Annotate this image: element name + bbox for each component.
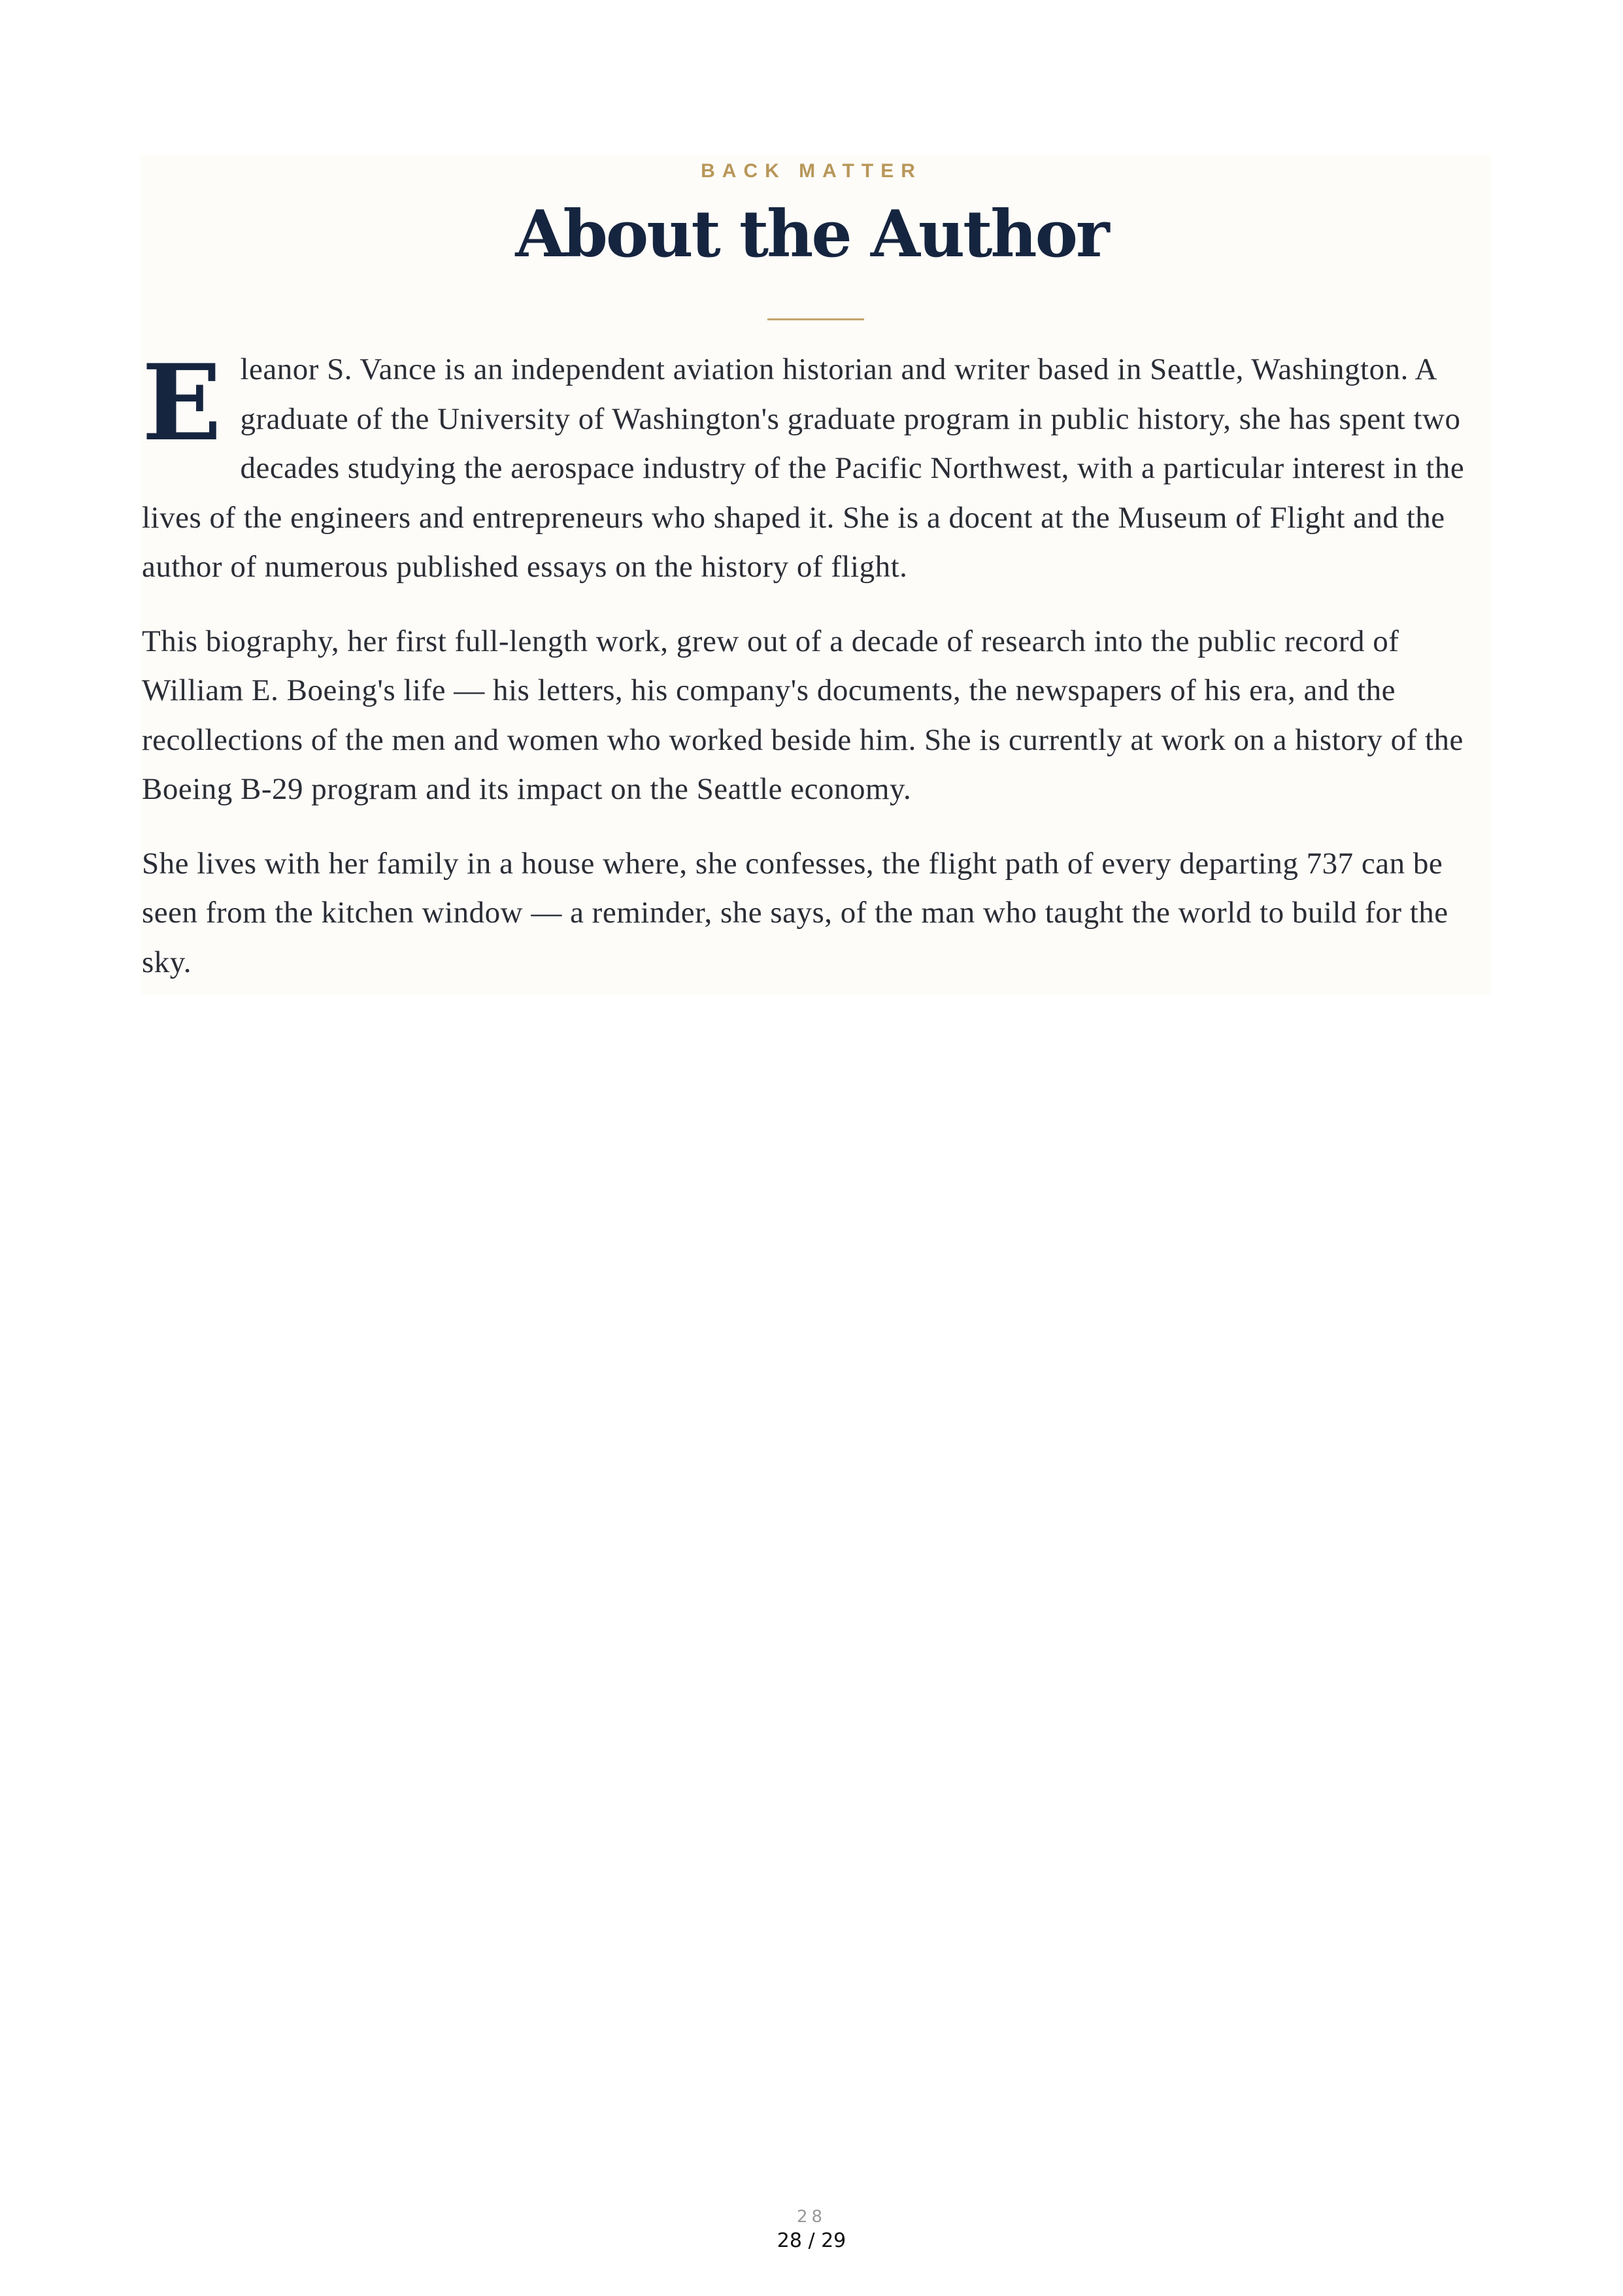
page-title: About the Author: [515, 197, 1108, 272]
drop-cap: E: [142, 341, 222, 464]
title-divider: [767, 318, 864, 320]
section-label: BACK MATTER: [701, 160, 922, 182]
author-bio: [142, 341, 1495, 1012]
page-counter: 28 / 29: [777, 2229, 846, 2252]
bio-paragraph-1-text: leanor S. Vance is an independent aviation historian and writer based in Seattle, Washington. A graduate of the University of Washington's graduate program in public history, she has spent two decades studying the aerospace industry of the Pacific Northwest, with a particular interest in the lives of the engineers and entrepreneurs who shaped it. She is a docent at the Museum of Flight and the author of numerous published essays on the history of flight.: [142, 352, 1465, 584]
page-number: 28: [796, 2207, 827, 2227]
bio-paragraph-3: She lives with her family in a house where, she confesses, the flight path of every departing 737 can be seen from the kitchen window — a reminder, she says, of the man who taught the world to build for the sky.: [142, 846, 1448, 979]
bio-paragraph-1: [142, 341, 1495, 592]
bio-paragraph-2: This biography, her first full-length work, grew out of a decade of research into the public record of William E. Boeing's life — his letters, his company's documents, the newspapers of his era, and the recollections of the men and women who worked beside him. She is currently at work on a history of the Boeing B-29 program and its impact on the Seattle economy.: [142, 624, 1464, 806]
